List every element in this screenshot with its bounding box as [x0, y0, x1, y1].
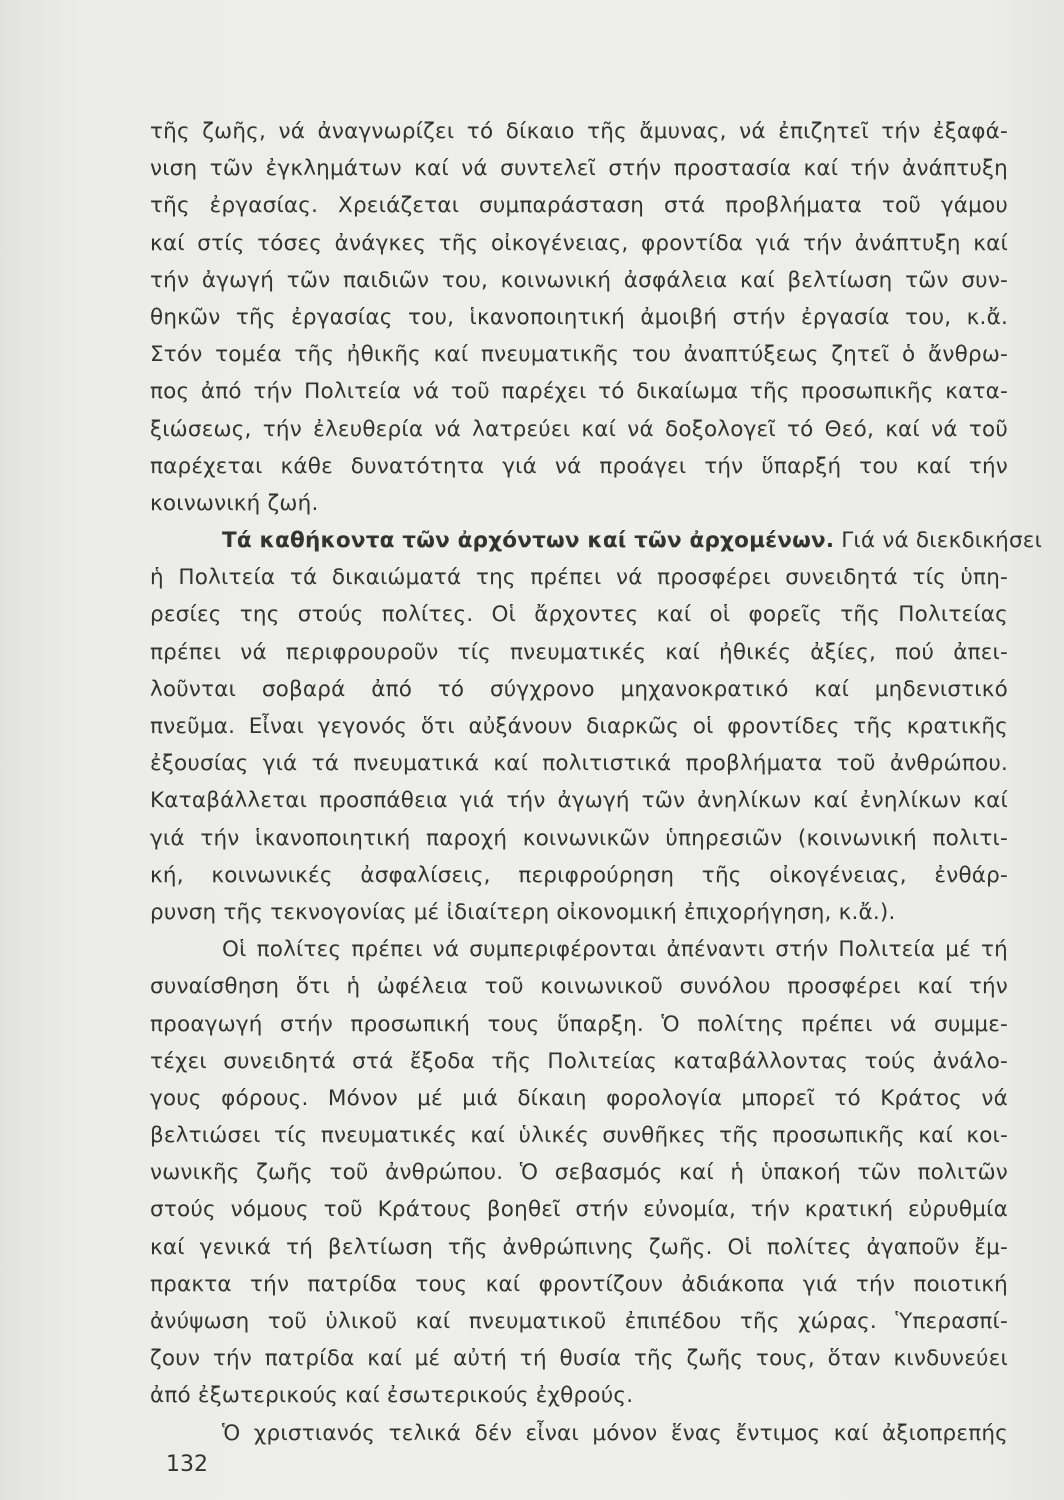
text-line-4: καί στίς τόσες ἀνάγκες τῆς οἰκογένειας, φροντίδα γιά τήν ἀνάπτυξη καί [150, 230, 1008, 256]
text-line-5: τήν ἀγωγή τῶν παιδιῶν του, κοινωνική ἀσφάλεια καί βελτίωση τῶν συν- [150, 267, 1008, 293]
text-line-36: Ὁ χριστιανός τελικά δέν εἶναι μόνον ἕνας ἔντιμος καί ἀξιοπρεπής [222, 1420, 1008, 1446]
text-line-1: τῆς ζωῆς, νά ἀναγνωρίζει τό δίκαιο τῆς ἄμυνας, νά ἐπιζητεῖ τήν ἐξαφά- [150, 119, 1008, 144]
text-line-2: νιση τῶν ἐγκλημάτων καί νά συντελεῖ στήν προστασία καί τήν ἀνάπτυξη [150, 156, 1008, 182]
text-line-17: πνεῦμα. Εἶναι γεγονός ὅτι αὐξάνουν διαρκῶς οἱ φροντίδες τῆς κρατικῆς [150, 714, 1008, 739]
text-line-25: προαγωγή στήν προσωπική τους ὕπαρξη. Ὁ πολίτης πρέπει νά συμμε- [150, 1011, 1008, 1037]
text-line-10: παρέχεται κάθε δυνατότητα γιά νά προάγει τήν ὕπαρξή του καί τήν [150, 453, 1008, 479]
text-line-31: καί γενικά τή βελτίωση τῆς ἀνθρώπινης ζωῆς. Οἱ πολίτες ἀγαποῦν ἔμ- [150, 1234, 1008, 1260]
text-line-35: ἀπό ἐξωτερικούς καί ἐσωτερικούς ἐχθρούς. [150, 1383, 634, 1409]
text-line-3: τῆς ἐργασίας. Χρειάζεται συμπαράσταση στά προβλήματα τοῦ γάμου [150, 193, 1008, 219]
text-line-11: κοινωνική ζωή. [150, 490, 319, 516]
text-line-7: Στόν τομέα τῆς ἠθικῆς καί πνευματικῆς του ἀναπτύξεως ζητεῖ ὁ ἄνθρω- [150, 342, 1008, 368]
text-line-28: βελτιώσει τίς πνευματικές καί ὑλικές συνθῆκες τῆς προσωπικῆς καί κοι- [150, 1123, 1008, 1149]
text-line-8: πος ἀπό τήν Πολιτεία νά τοῦ παρέχει τό δικαίωμα τῆς προσωπικῆς κατα- [150, 379, 1008, 405]
text-line-29: νωνικῆς ζωῆς τοῦ ἀνθρώπου. Ὁ σεβασμός καί ἡ ὑπακοή τῶν πολιτῶν [150, 1160, 1008, 1186]
heading-line-continuation: Γιά νά διεκδικήσει [834, 528, 1043, 554]
text-line-20: γιά τήν ἱκανοποιητική παροχή κοινωνικῶν ὑπηρεσιῶν (κοινωνική πολιτι- [150, 825, 1008, 851]
text-line-30: στούς νόμους τοῦ Κράτους βοηθεῖ στήν εὐνομία, τήν κρατική εὐρυθμία [150, 1197, 1008, 1223]
section-heading-line [150, 522, 1043, 559]
text-line-23: Οἱ πολίτες πρέπει νά συμπεριφέρονται ἀπέναντι στήν Πολιτεία μέ τή [222, 937, 1008, 963]
text-line-24: συναίσθηση ὅτι ἡ ὠφέλεια τοῦ κοινωνικοῦ συνόλου προσφέρει καί τήν [150, 974, 1008, 1000]
text-line-33: ἀνύψωση τοῦ ὑλικοῦ καί πνευματικοῦ ἐπιπέδου τῆς χώρας. Ὑπερασπί- [150, 1309, 1008, 1334]
text-line-34: ζουν τήν πατρίδα καί μέ αὐτή τή θυσία τῆς ζωῆς τους, ὅταν κινδυνεύει [150, 1346, 1008, 1372]
text-line-19: Καταβάλλεται προσπάθεια γιά τήν ἀγωγή τῶν ἀνηλίκων καί ἐνηλίκων καί [150, 788, 1008, 814]
text-line-32: πρακτα τήν πατρίδα τους καί φροντίζουν ἀδιάκοπα γιά τήν ποιοτική [150, 1271, 1008, 1297]
body-text [150, 113, 1043, 1452]
text-line-26: τέχει συνειδητά στά ἔξοδα τῆς Πολιτείας καταβάλλοντας τούς ἀνάλο- [150, 1048, 1008, 1074]
text-line-16: λοῦνται σοβαρά ἀπό τό σύγχρονο μηχανοκρατικό καί μηδενιστικό [150, 676, 1008, 702]
section-heading: Τά καθήκοντα τῶν ἀρχόντων καί τῶν ἀρχομένων. [222, 528, 835, 554]
text-line-27: γους φόρους. Μόνον μέ μιά δίκαιη φορολογία μπορεῖ τό Κράτος νά [150, 1085, 1008, 1111]
text-line-15: πρέπει νά περιφρουροῦν τίς πνευματικές καί ἠθικές ἀξίες, πού ἀπει- [150, 639, 1008, 665]
text-line-22: ρυνση τῆς τεκνογονίας μέ ἰδιαίτερη οἰκονομική ἐπιχορήγηση, κ.ἄ.). [150, 899, 896, 925]
text-line-13: ἡ Πολιτεία τά δικαιώματά της πρέπει νά προσφέρει συνειδητά τίς ὑπη- [150, 565, 1008, 591]
text-line-14: ρεσίες της στούς πολίτες. Οἱ ἄρχοντες καί οἱ φορεῖς τῆς Πολιτείας [150, 602, 1008, 628]
page-number: 132 [166, 1452, 208, 1477]
text-line-18: ἐξουσίας γιά τά πνευματικά καί πολιτιστικά προβλήματα τοῦ ἀνθρώπου. [150, 751, 1008, 777]
text-line-9: ξιώσεως, τήν ἐλευθερία νά λατρεύει καί νά δοξολογεῖ τό Θεό, καί νά τοῦ [150, 416, 1008, 442]
text-line-6: θηκῶν τῆς ἐργασίας του, ἱκανοποιητική ἀμοιβή στήν ἐργασία του, κ.ἄ. [150, 304, 1008, 330]
text-line-21: κή, κοινωνικές ἀσφαλίσεις, περιφρούρηση τῆς οἰκογένειας, ἐνθάρ- [150, 862, 1008, 888]
